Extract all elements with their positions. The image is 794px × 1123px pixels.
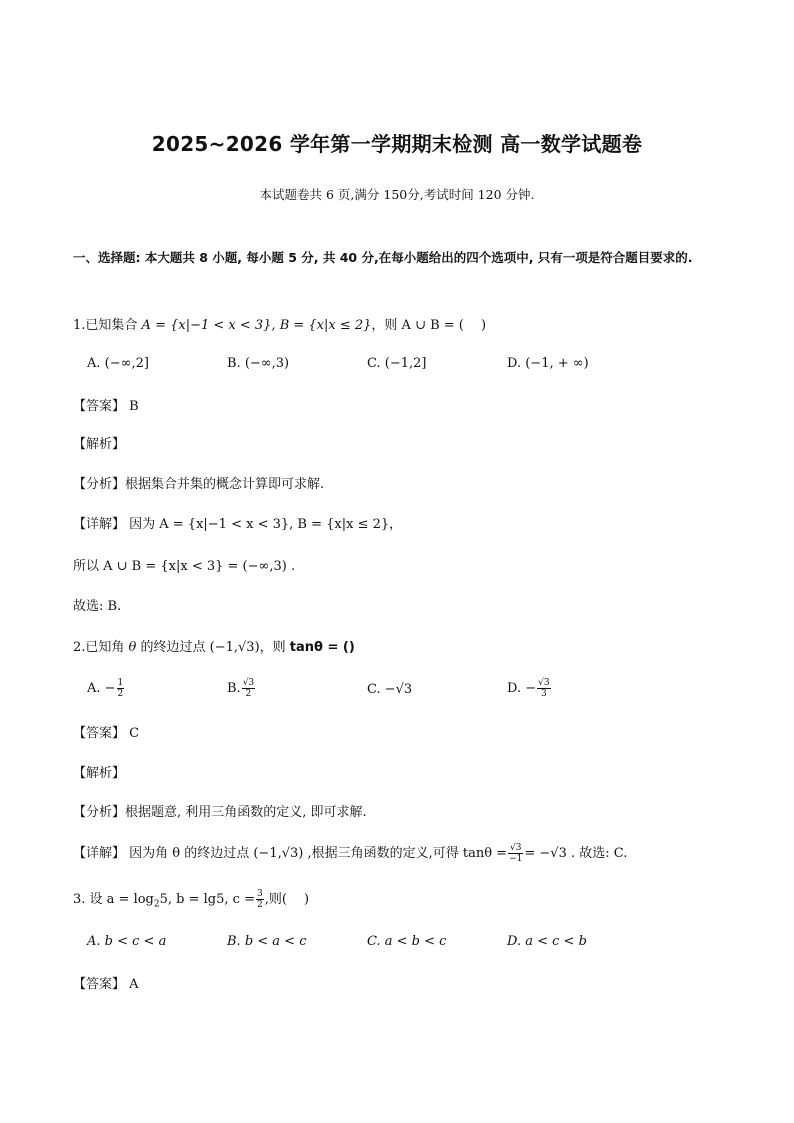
q2-detail — [73, 842, 627, 864]
q2-option-d — [507, 678, 552, 699]
q1-stem-prefix: 1.已知集合 — [73, 318, 142, 333]
q1-detail-2: 所以 A ∪ B = {x|x < 3} = (−∞,3) . — [73, 559, 296, 574]
q3-option-b: B. b < a < c — [227, 934, 307, 949]
q3-option-a: A. b < c < a — [87, 934, 167, 949]
q1-answer: 【答案】 B — [73, 399, 139, 414]
q3-stem-b: 5, b = lg5, c = — [159, 892, 255, 907]
q3-stem-a: 3. 设 a = log — [73, 892, 154, 907]
q1-option-a: A. (−∞,2] — [87, 356, 149, 371]
q2-option-a-den: 2 — [117, 689, 124, 699]
q3-c-den: 2 — [256, 900, 263, 910]
q2-option-a-num: 1 — [117, 678, 124, 688]
q2-option-d-label: D. − — [507, 681, 537, 696]
q3-option-c: C. a < b < c — [367, 934, 447, 949]
q3-stem-c: ,则( ) — [264, 892, 310, 907]
q2-detail-den: −1 — [509, 854, 523, 864]
q2-point: (−1,√3) — [209, 640, 260, 655]
q2-answer: 【答案】 C — [73, 726, 140, 741]
q2-option-a-fraction — [117, 678, 125, 699]
exam-subtitle: 本试题卷共 6 页,满分 150分,考试时间 120 分钟. — [259, 187, 535, 202]
q2-option-a — [87, 678, 125, 699]
q3-log-base: 2 — [153, 899, 160, 910]
q2-option-d-num: √3 — [538, 678, 550, 688]
q2-option-d-fraction — [537, 678, 550, 699]
q2-detail-b: = −√3 . 故选: C. — [524, 846, 628, 861]
q2-stem-mid: 的终边过点 — [136, 640, 210, 655]
q2-detail-num: √3 — [510, 843, 522, 853]
q2-option-b-label: B. — [227, 681, 241, 696]
q2-option-b-fraction — [242, 678, 255, 699]
q2-detail-fraction — [508, 843, 523, 864]
q1-detail: 【详解】 因为 A = {x|−1 < x < 3}, B = {x|x ≤ 2}， — [73, 517, 403, 532]
q2-option-b-den: 2 — [245, 689, 252, 699]
q2-fenxi: 【分析】根据题意, 利用三角函数的定义, 即可求解. — [73, 805, 367, 820]
q2-option-b-num: √3 — [242, 678, 255, 688]
q2-analysis-label: 【解析】 — [73, 766, 126, 781]
q2-option-a-label: A. − — [87, 681, 116, 696]
q1-option-d: D. (−1, + ∞) — [507, 356, 589, 371]
question-2-stem — [73, 636, 355, 655]
question-3-stem — [73, 888, 309, 910]
q2-option-b — [227, 678, 256, 699]
q3-answer: 【答案】 A — [73, 977, 139, 992]
q2-option-d-den: 3 — [540, 689, 547, 699]
q2-detail-a: 【详解】 因为角 θ 的终边过点 (−1,√3) ,根据三角函数的定义,可得 tanθ = — [73, 846, 508, 861]
q1-stem-math: A = {x|−1 < x < 3}, B = {x|x ≤ 2} — [141, 318, 372, 333]
q1-option-c: C. (−1,2] — [367, 356, 427, 371]
q1-stem-suffix: ，则 A ∪ B = ( ) — [371, 318, 487, 333]
q2-stem-prefix: 2.已知角 — [73, 640, 129, 655]
q1-analysis-label: 【解析】 — [73, 437, 126, 452]
q2-theta: θ — [128, 640, 137, 655]
q1-fenxi: 【分析】根据集合并集的概念计算即可求解. — [73, 477, 325, 492]
question-1-stem — [73, 314, 486, 333]
q2-stem-suffix: ，则 — [259, 640, 290, 655]
exam-title: 2025~2026 学年第一学期期末检测 高一数学试题卷 — [151, 132, 643, 156]
q1-choose: 故选: B. — [73, 599, 122, 614]
q2-option-c: C. −√3 — [367, 682, 413, 697]
q3-c-num: 3 — [256, 889, 263, 899]
section-heading: 一、选择题: 本大题共 8 小题, 每小题 5 分, 共 40 分,在每小题给出的四个选项中, 只有一项是符合题目要求的. — [73, 250, 693, 265]
q3-c-fraction — [256, 889, 264, 910]
q3-option-d: D. a < c < b — [507, 934, 587, 949]
q2-tan: tanθ = () — [289, 640, 355, 655]
q1-option-b: B. (−∞,3) — [227, 356, 290, 371]
